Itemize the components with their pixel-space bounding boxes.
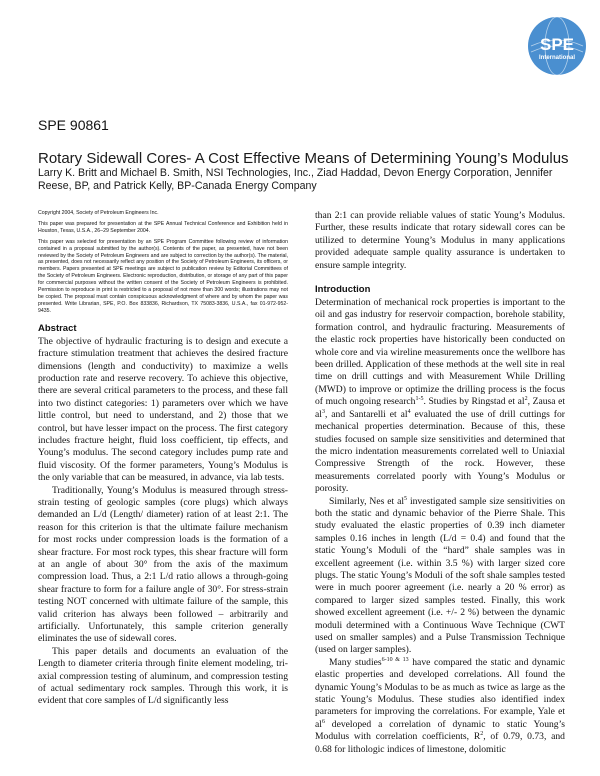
logo-text-top: SPE [539, 35, 575, 54]
ref-sup: 2 [480, 731, 484, 738]
abstract-paragraph-3: This paper details and documents an evaluation of the Length to diameter criteria through finite element modeling, tri-axial compression testing of aluminum, and compression testing of actual sedimentary rock samples. Through this work, it is evident that core samples of L/d significantly less [38, 645, 288, 707]
abstract-paragraph-2: Traditionally, Young’s Modulus is measured through stress-strain testing of geologic samples (core plugs) which always demanded an L/d (Length/ diameter) ration of at least 2:1. The reason for this criterion is that the ultimate failure mechanism for most rocks under compression loads is the formation of a shear fracture. For most rock types, this shear fracture will form at an angle of about 30° from the axis of the maximum compression load. Thus, a 2:1 L/d ratio allows a through-going shear fracture to form for a failure angle of 30°. For stress-strain testing NOT concerned with ultimate failure of the sample, this valid criterion has always been followed – arbitrarily and artificially. Unfortunately, this sample criterion generally eliminates the use of sidewall cores. [38, 484, 288, 645]
introduction-paragraph-2: Similarly, Nes et $al^5$ investigated sample size sensitivities on both the static and dynamic behavior of the Pierre Shale. This study evaluated the elastic properties of 0.39 inch diameter samples 0.16 inches in length (L/d = 0.4) and found that the static Young’s Moduli of the “hard” shale samples was in excellent agreement (i.e. within 3.5 %) with larger sized core plugs. The static Young’s Moduli of the soft shale samples tested were in much poorer agreement (i.e. nearly a 20 % error) as compared to larger sized samples tested. Finally, this work showed excellent agreement (i.e. +/- 2 %) between the dynamic moduli determined with a Continuous Wave Technique (CWT used on smaller samples) and a Pulse Transmission Technique (used on larger samples). [315, 495, 565, 656]
presentation-note: This paper was prepared for presentation at the SPE Annual Technical Conference and Exhibition held in Houston, Texas, U.S.A., 26–29 September 2004. [38, 220, 288, 234]
abstract-paragraph-1: The objective of hydraulic fracturing is to design and execute a fracture stimulation treatment that achieves the desired fracture dimensions (length and conductivity) to maximize a wells production rate and reserve recovery. To achieve this objective, there are several critical parameters to the process, and these fall into two distinct categories: 1) parameters over which we have little control, but need to understand, and 2) those that we control, but have lesser impact on the process. The first category includes fracture height, fluid loss coefficient, tip effects, and Young’s modulus. The second category includes pump rate and fluid viscosity. Of the former parameters, Young’s Modulus is the only variable that can be measured, in advance, via lab tests. [38, 335, 288, 484]
paper-title: Rotary Sidewall Cores- A Cost Effective Means of Determining Young’s Modulus [38, 150, 569, 167]
ref-sup: 2 [524, 396, 528, 403]
ref-sup: 6-10 & 13 [381, 656, 409, 663]
logo-text-bottom: International [538, 55, 576, 61]
copyright-notice: This paper was selected for presentation by an SPE Program Committee following review of information contained in a proposal submitted by the author(s). Contents of the paper, as presented, have not been reviewed by the Society of Petroleum Engineers and are subject to correction by the author(s). The material, as presented, does not necessarily reflect any position of the Society of Petroleum Engineers, its officers, or members. Papers presented at SPE meetings are subject to publication review by Editorial Committees of the Society of Petroleum Engineers. Electronic reproduction, distribution, or storage of any part of this paper for commercial purposes without the written consent of the Society of Petroleum Engineers is prohibited. Permission to reproduce in print is restricted to a proposal of not more than 300 words; illustrations may not be copied. The proposal must contain conspicuous acknowledgment of where and by whom the paper was presented. Write Librarian, SPE, P.O. Box 833836, Richardson, TX 75083-3836, U.S.A., fax 01-972-952-9435. [38, 238, 288, 314]
ref-sup: 6 [321, 718, 325, 725]
ref-sup: 4 [407, 408, 411, 415]
ref-sup: 3 [321, 408, 325, 415]
left-column [38, 210, 288, 708]
abstract-heading: Abstract [38, 322, 77, 334]
ref-sup: 1-5 [415, 396, 424, 403]
spe-logo-icon [527, 16, 587, 76]
copyright-line: Copyright 2004, Society of Petroleum Engineers Inc. [38, 210, 159, 216]
ref-sup: 5 [404, 495, 408, 502]
introduction-paragraph-1: Determination of mechanical rock properties is important to the oil and gas industry for reservoir compaction, borehole stability, formation control, and hydraulic fracturing. Measurements of the elastic rock properties have historically been conducted on whole core and via wireline measurements once the wellbore has been drilled. Application of these methods at the well site in real time on drill cuttings and with Measurement While Drilling (MWD) to improve or optimize the drilling process is the focus of much ongoing research$^{1-5}$. Studies by Ringstad et $al^2$, Zausa et $al^3$, and Santarelli et $al^4$ evaluated the use of drill cuttings for mechanical properties determination. Because of this, these studies focused on sample size sensitivities and determined that the micro indentation measurements correlated well to Uniaxial Compressive Strength of the rock. However, these measurements correlated poorly with Young’s Modulus or porosity. [315, 297, 566, 495]
paper-authors: Larry K. Britt and Michael B. Smith, NSI Technologies, Inc., Ziad Haddad, Devon Energy Corporation, Jennifer Reese, BP, and Patrick Kelly, BP-Canada Energy Company [38, 167, 553, 192]
paper-id: SPE 90861 [38, 117, 109, 133]
introduction-paragraph-3: Many studies$^{6-10 \& 13}$ have compared the static and dynamic elastic properties and developed correlations. All found the dynamic Young’s Modulas to be as much as twice as large as the static Young’s Modulus. These studies also identified index parameters for improving the correlations. For example, Yale et $al^6$ developed a correlation of dynamic to static Young’s Modulus with correlation coefficients, $R^2$, of 0.79, 0.73, and 0.68 for lithologic indices of limestone, dolomitic [315, 656, 565, 755]
abstract-continuation: than 2:1 can provide reliable values of static Young’s Modulus. Further, these results indicate that rotary sidewall cores can be utilized to determine Young’s Modulus in many applications provided adequate sample quality assurance is undertaken to ensure sample integrity. [315, 210, 565, 271]
right-column [315, 210, 565, 756]
introduction-heading: Introduction [315, 284, 371, 296]
